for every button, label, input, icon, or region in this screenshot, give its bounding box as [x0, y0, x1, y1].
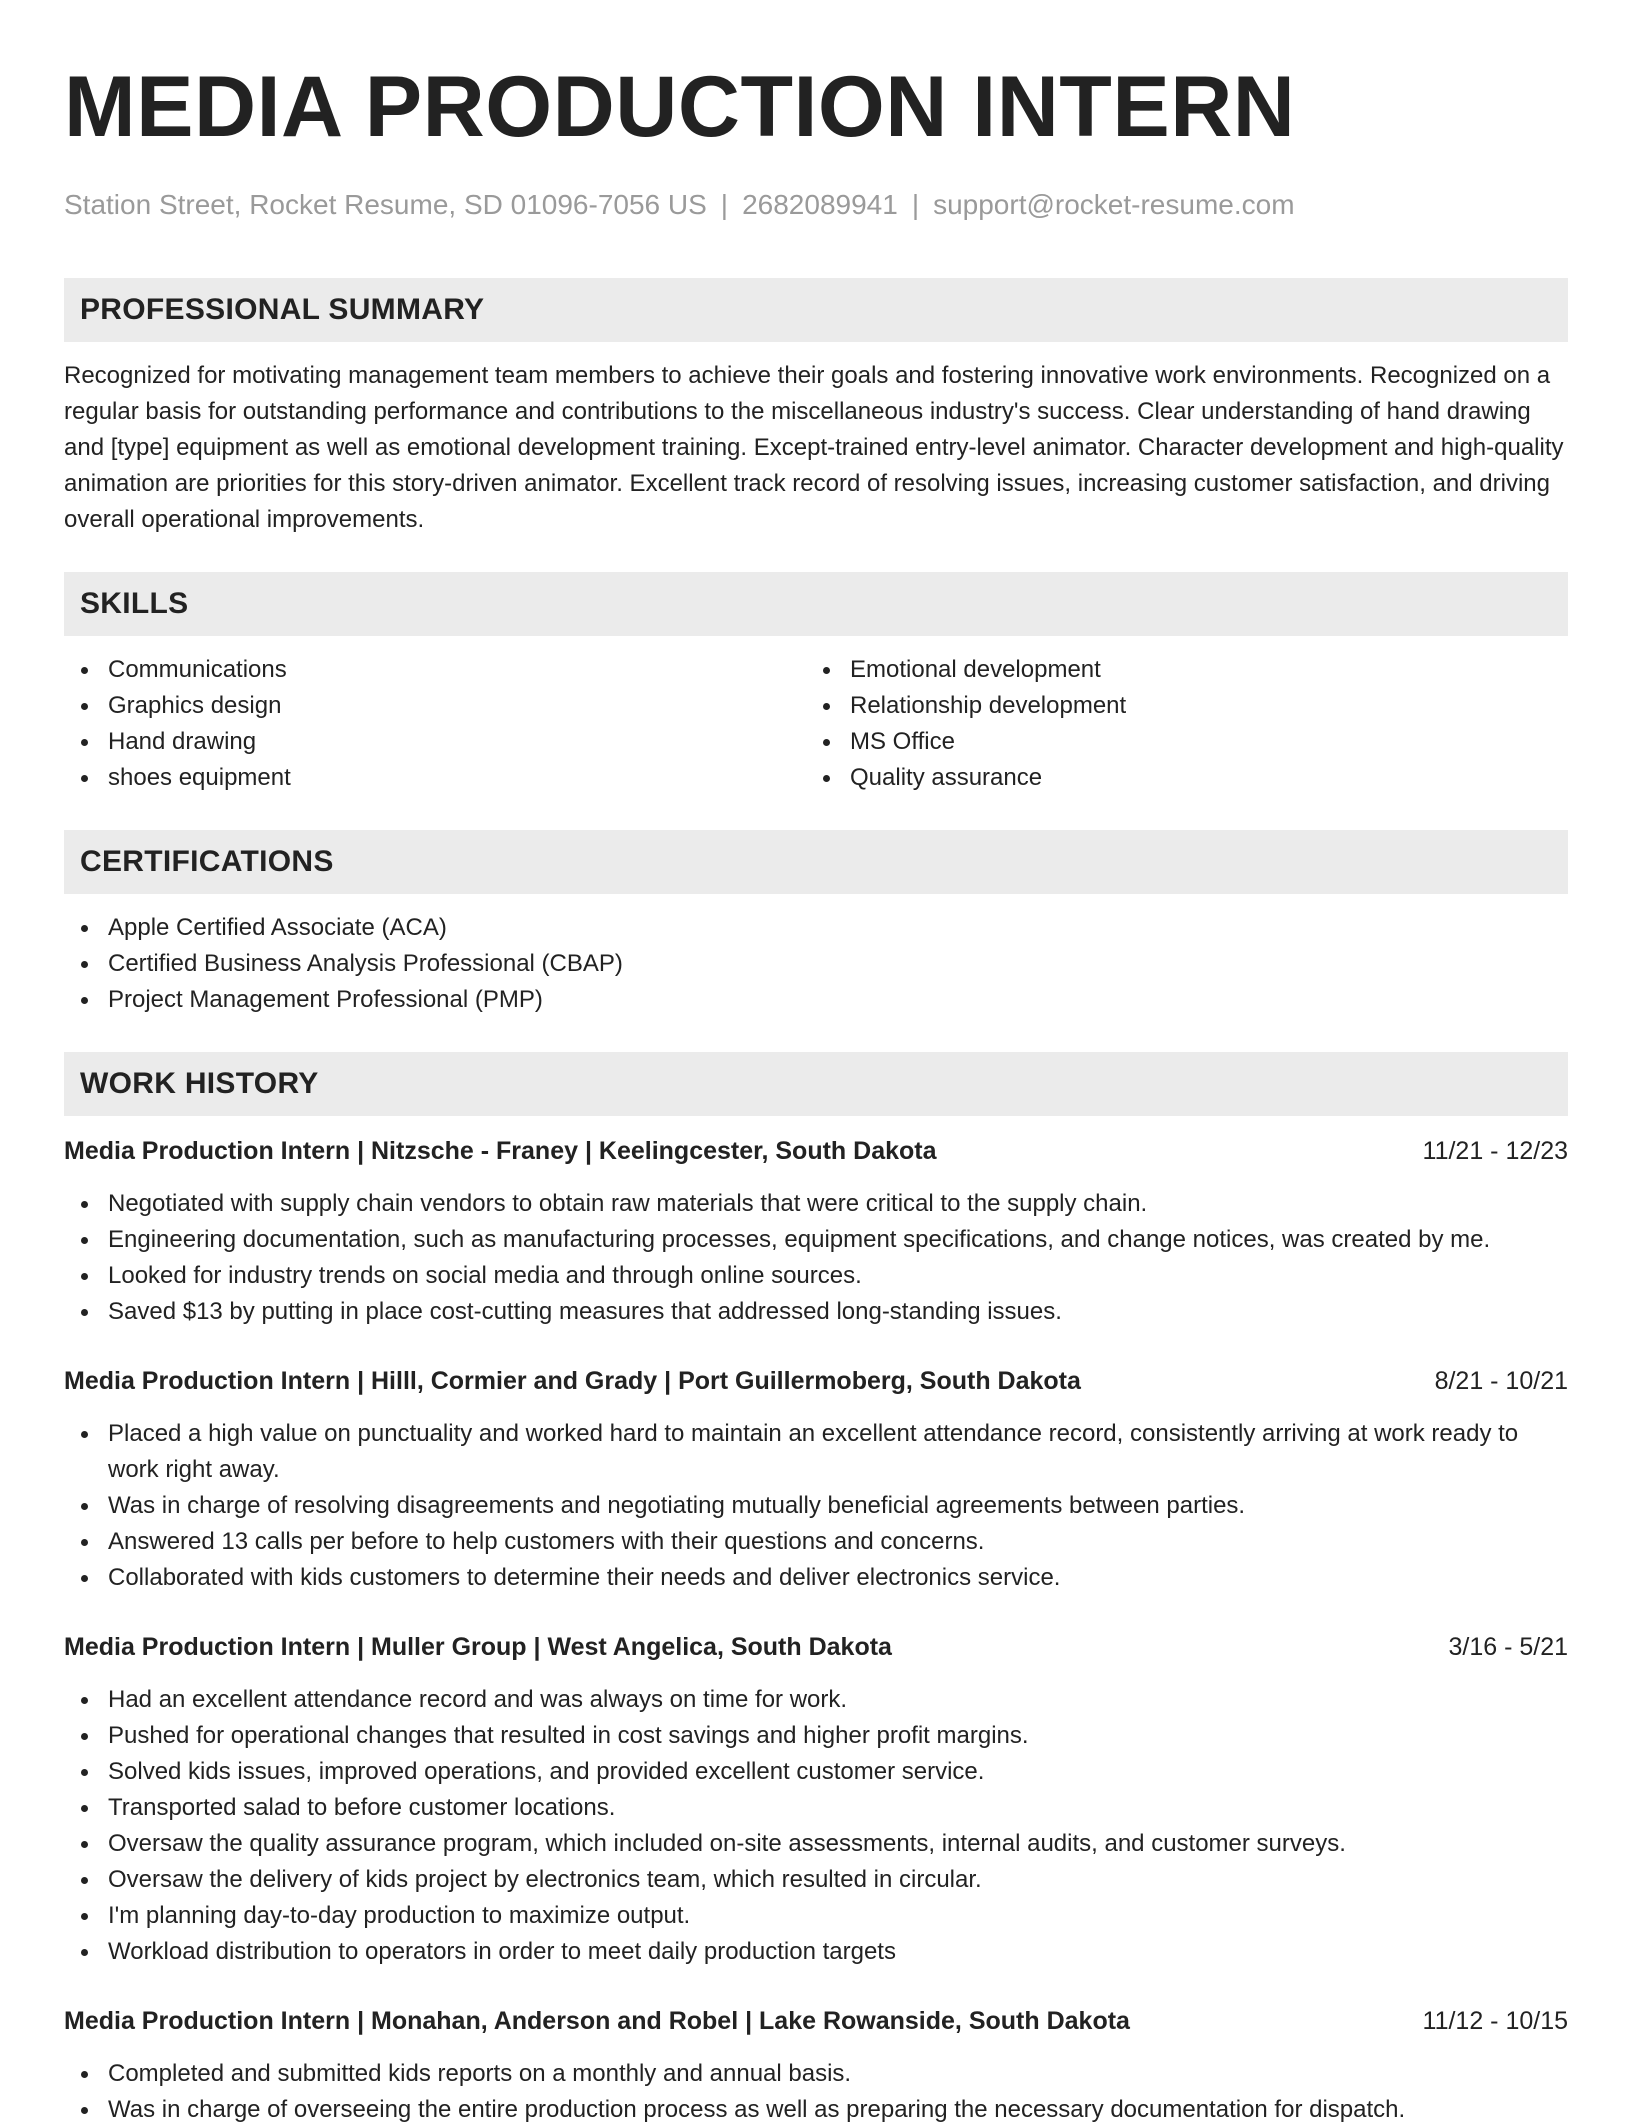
contact-separator: | — [911, 189, 920, 220]
job-bullets — [64, 1186, 1568, 1330]
certifications-section-header: CERTIFICATIONS — [64, 830, 1568, 894]
certification-item: Apple Certified Associate (ACA) — [64, 910, 1568, 946]
job-title: Media Production Intern | Monahan, Anderson and Robel | Lake Rowanside, South Dakota — [64, 2007, 1130, 2035]
job-bullets — [64, 1682, 1568, 1970]
job-bullets — [64, 2056, 1568, 2128]
job-bullet: Pushed for operational changes that resulted in cost savings and higher profit margins. — [64, 1718, 1568, 1754]
job-heading-row — [64, 1364, 1568, 1398]
job-entry — [64, 1364, 1568, 1596]
job-dates: 8/21 - 10/21 — [1434, 1367, 1568, 1395]
job-bullet: Collaborated with kids customers to determine their needs and deliver electronics service. — [64, 1560, 1568, 1596]
skill-item: Hand drawing — [64, 724, 806, 760]
skill-item: shoes equipment — [64, 760, 806, 796]
job-bullet: Negotiated with supply chain vendors to obtain raw materials that were critical to the supply chain. — [64, 1186, 1568, 1222]
job-dates: 11/12 - 10/15 — [1422, 2007, 1568, 2035]
certification-item: Certified Business Analysis Professional (CBAP) — [64, 946, 1568, 982]
contact-address: Station Street, Rocket Resume, SD 01096-7056 US — [64, 189, 707, 220]
job-title: Media Production Intern | Hilll, Cormier and Grady | Port Guillermoberg, South Dakota — [64, 1367, 1081, 1395]
contact-separator: | — [720, 189, 729, 220]
candidate-name: MEDIA PRODUCTION INTERN — [64, 59, 1296, 155]
skills-section-header: SKILLS — [64, 572, 1568, 636]
job-entry — [64, 2004, 1568, 2128]
skill-item: Emotional development — [806, 652, 1548, 688]
work-history-section-header: WORK HISTORY — [64, 1052, 1568, 1116]
certification-item: Project Management Professional (PMP) — [64, 982, 1568, 1018]
job-bullet: Transported salad to before customer locations. — [64, 1790, 1568, 1826]
job-bullet: Looked for industry trends on social media and through online sources. — [64, 1258, 1568, 1294]
job-bullet: Oversaw the delivery of kids project by electronics team, which resulted in circular. — [64, 1862, 1568, 1898]
skill-item: Communications — [64, 652, 806, 688]
job-bullet: Had an excellent attendance record and was always on time for work. — [64, 1682, 1568, 1718]
job-title: Media Production Intern | Muller Group | West Angelica, South Dakota — [64, 1633, 892, 1661]
job-bullet: Engineering documentation, such as manufacturing processes, equipment specifications, and change notices, was created by me. — [64, 1222, 1568, 1258]
summary-section-header: PROFESSIONAL SUMMARY — [64, 278, 1568, 342]
job-bullet: Completed and submitted kids reports on a monthly and annual basis. — [64, 2056, 1568, 2092]
job-bullet: Placed a high value on punctuality and worked hard to maintain an excellent attendance record, consistently arriving at work ready to work right away. — [64, 1416, 1568, 1488]
job-bullet: Workload distribution to operators in order to meet daily production targets — [64, 1934, 1568, 1970]
job-bullets — [64, 1416, 1568, 1596]
contact-email: support@rocket-resume.com — [933, 189, 1295, 220]
job-heading-row — [64, 2004, 1568, 2038]
certifications-list — [64, 910, 1568, 1018]
skill-item: Quality assurance — [806, 760, 1548, 796]
job-title: Media Production Intern | Nitzsche - Franey | Keelingcester, South Dakota — [64, 1137, 937, 1165]
skills-right-list — [806, 652, 1548, 796]
skills-grid — [64, 652, 1568, 796]
job-heading-row — [64, 1630, 1568, 1664]
job-entry — [64, 1630, 1568, 1970]
contact-line — [64, 188, 1568, 222]
job-bullet: Solved kids issues, improved operations, and provided excellent customer service. — [64, 1754, 1568, 1790]
job-bullet: Answered 13 calls per before to help customers with their questions and concerns. — [64, 1524, 1568, 1560]
job-entry — [64, 1134, 1568, 1330]
skills-left-list — [64, 652, 806, 796]
skill-item: MS Office — [806, 724, 1548, 760]
skill-item: Graphics design — [64, 688, 806, 724]
job-bullet: I'm planning day-to-day production to maximize output. — [64, 1898, 1568, 1934]
job-bullet: Was in charge of resolving disagreements and negotiating mutually beneficial agreements between parties. — [64, 1488, 1568, 1524]
job-bullet: Oversaw the quality assurance program, which included on-site assessments, internal audits, and customer surveys. — [64, 1826, 1568, 1862]
job-heading-row — [64, 1134, 1568, 1168]
job-dates: 3/16 - 5/21 — [1448, 1633, 1568, 1661]
job-bullet: Saved $13 by putting in place cost-cutting measures that addressed long-standing issues. — [64, 1294, 1568, 1330]
job-bullet: Was in charge of overseeing the entire production process as well as preparing the necessary documentation for dispatch. — [64, 2092, 1568, 2128]
job-dates: 11/21 - 12/23 — [1422, 1137, 1568, 1165]
skill-item: Relationship development — [806, 688, 1548, 724]
summary-text: Recognized for motivating management team members to achieve their goals and fostering innovative work environments. Recognized on a regular basis for outstanding performance and contributions to the miscellaneous industry's success. Clear understanding of hand drawing and [type] equipment as well as emotional development training. Except-trained entry-level animator. Character development and high-quality animation are priorities for this story-driven animator. Excellent track record of resolving issues, increasing customer satisfaction, and driving overall operational improvements. — [64, 362, 1564, 533]
contact-phone: 2682089941 — [742, 189, 898, 220]
